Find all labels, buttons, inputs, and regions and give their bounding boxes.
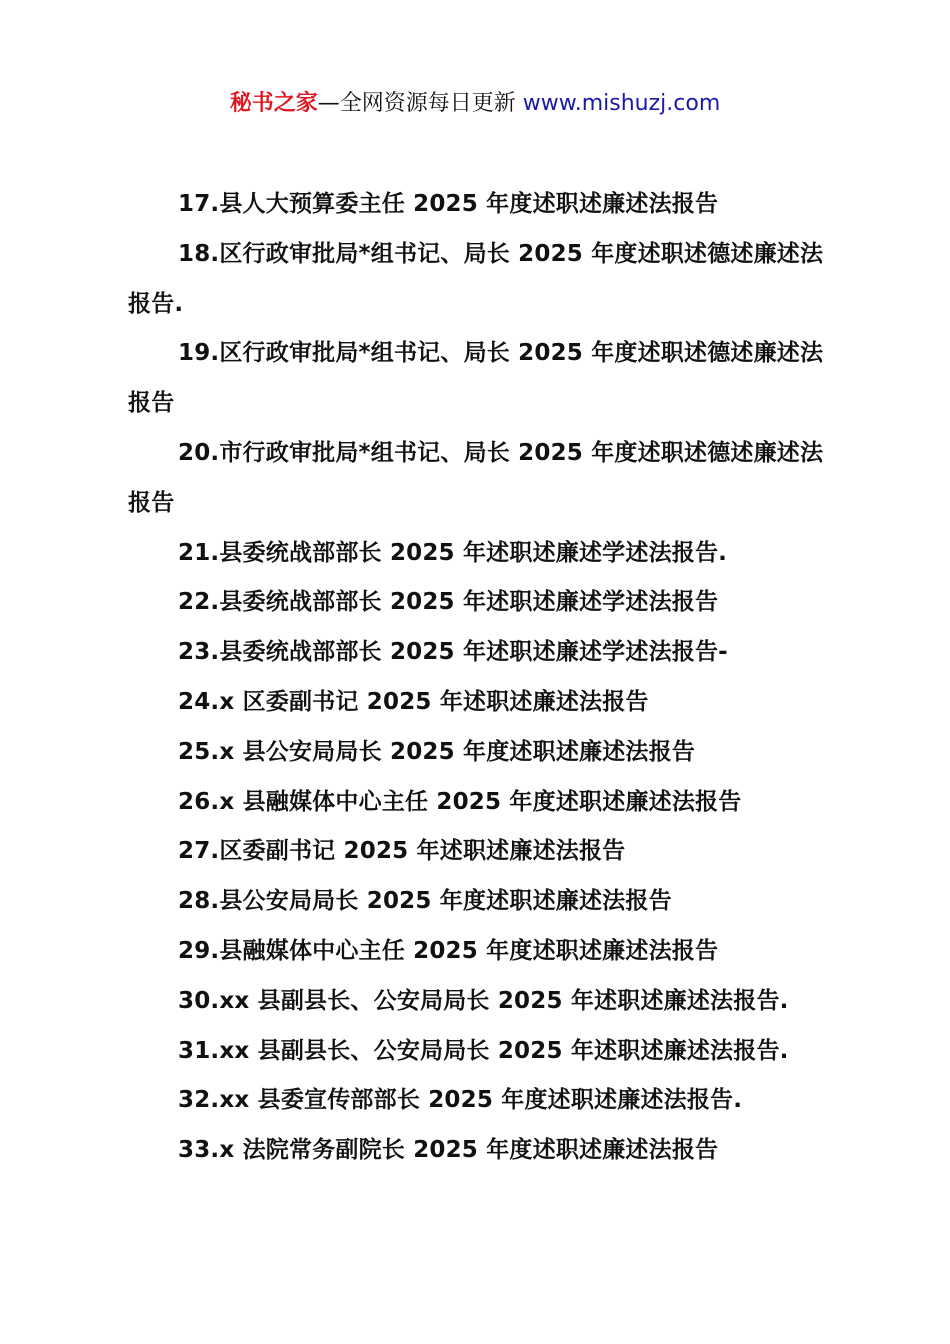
list-item: 30.xx 县副县长、公安局局长 2025 年述职述廉述法报告. — [178, 987, 789, 1014]
list-item: 18.区行政审批局*组书记、局长 2025 年度述职述德述廉述法报告. — [128, 240, 824, 317]
header-dash: — — [317, 91, 340, 116]
list-item: 33.x 法院常务副院长 2025 年度述职述廉述法报告 — [178, 1137, 719, 1164]
list-item: 26.x 县融媒体中心主任 2025 年度述职述廉述法报告 — [178, 788, 742, 815]
list-item: 24.x 区委副书记 2025 年述职述廉述法报告 — [178, 688, 649, 715]
brand-name: 秘书之家 — [229, 91, 318, 116]
list-item: 27.区委副书记 2025 年述职述廉述法报告 — [178, 838, 626, 865]
list-item: 32.xx 县委宣传部部长 2025 年度述职述廉述法报告. — [178, 1087, 743, 1114]
document-body — [128, 180, 838, 1176]
list-item: 22.县委统战部部长 2025 年述职述廉述学述法报告 — [178, 589, 719, 616]
header-tagline: 全网资源每日更新 — [339, 91, 523, 116]
list-item: 31.xx 县副县长、公安局局长 2025 年述职述廉述法报告. — [178, 1037, 789, 1064]
list-item: 19.区行政审批局*组书记、局长 2025 年度述职述德述廉述法报告 — [128, 340, 824, 417]
list-item: 17.县人大预算委主任 2025 年度述职述廉述法报告 — [178, 191, 719, 217]
list-item: 23.县委统战部部长 2025 年述职述廉述学述法报告- — [178, 639, 728, 666]
list-item: 20.市行政审批局*组书记、局长 2025 年度述职述德述廉述法报告 — [128, 439, 824, 516]
list-item: 28.县公安局局长 2025 年度述职述廉述法报告 — [178, 888, 672, 915]
list-item: 29.县融媒体中心主任 2025 年度述职述廉述法报告 — [178, 937, 719, 964]
list-item: 21.县委统战部部长 2025 年述职述廉述学述法报告. — [178, 539, 728, 566]
site-url-link[interactable]: www.mishuzj.com — [522, 91, 721, 116]
page-header — [0, 88, 950, 120]
list-item: 25.x 县公安局局长 2025 年度述职述廉述法报告 — [178, 738, 696, 765]
